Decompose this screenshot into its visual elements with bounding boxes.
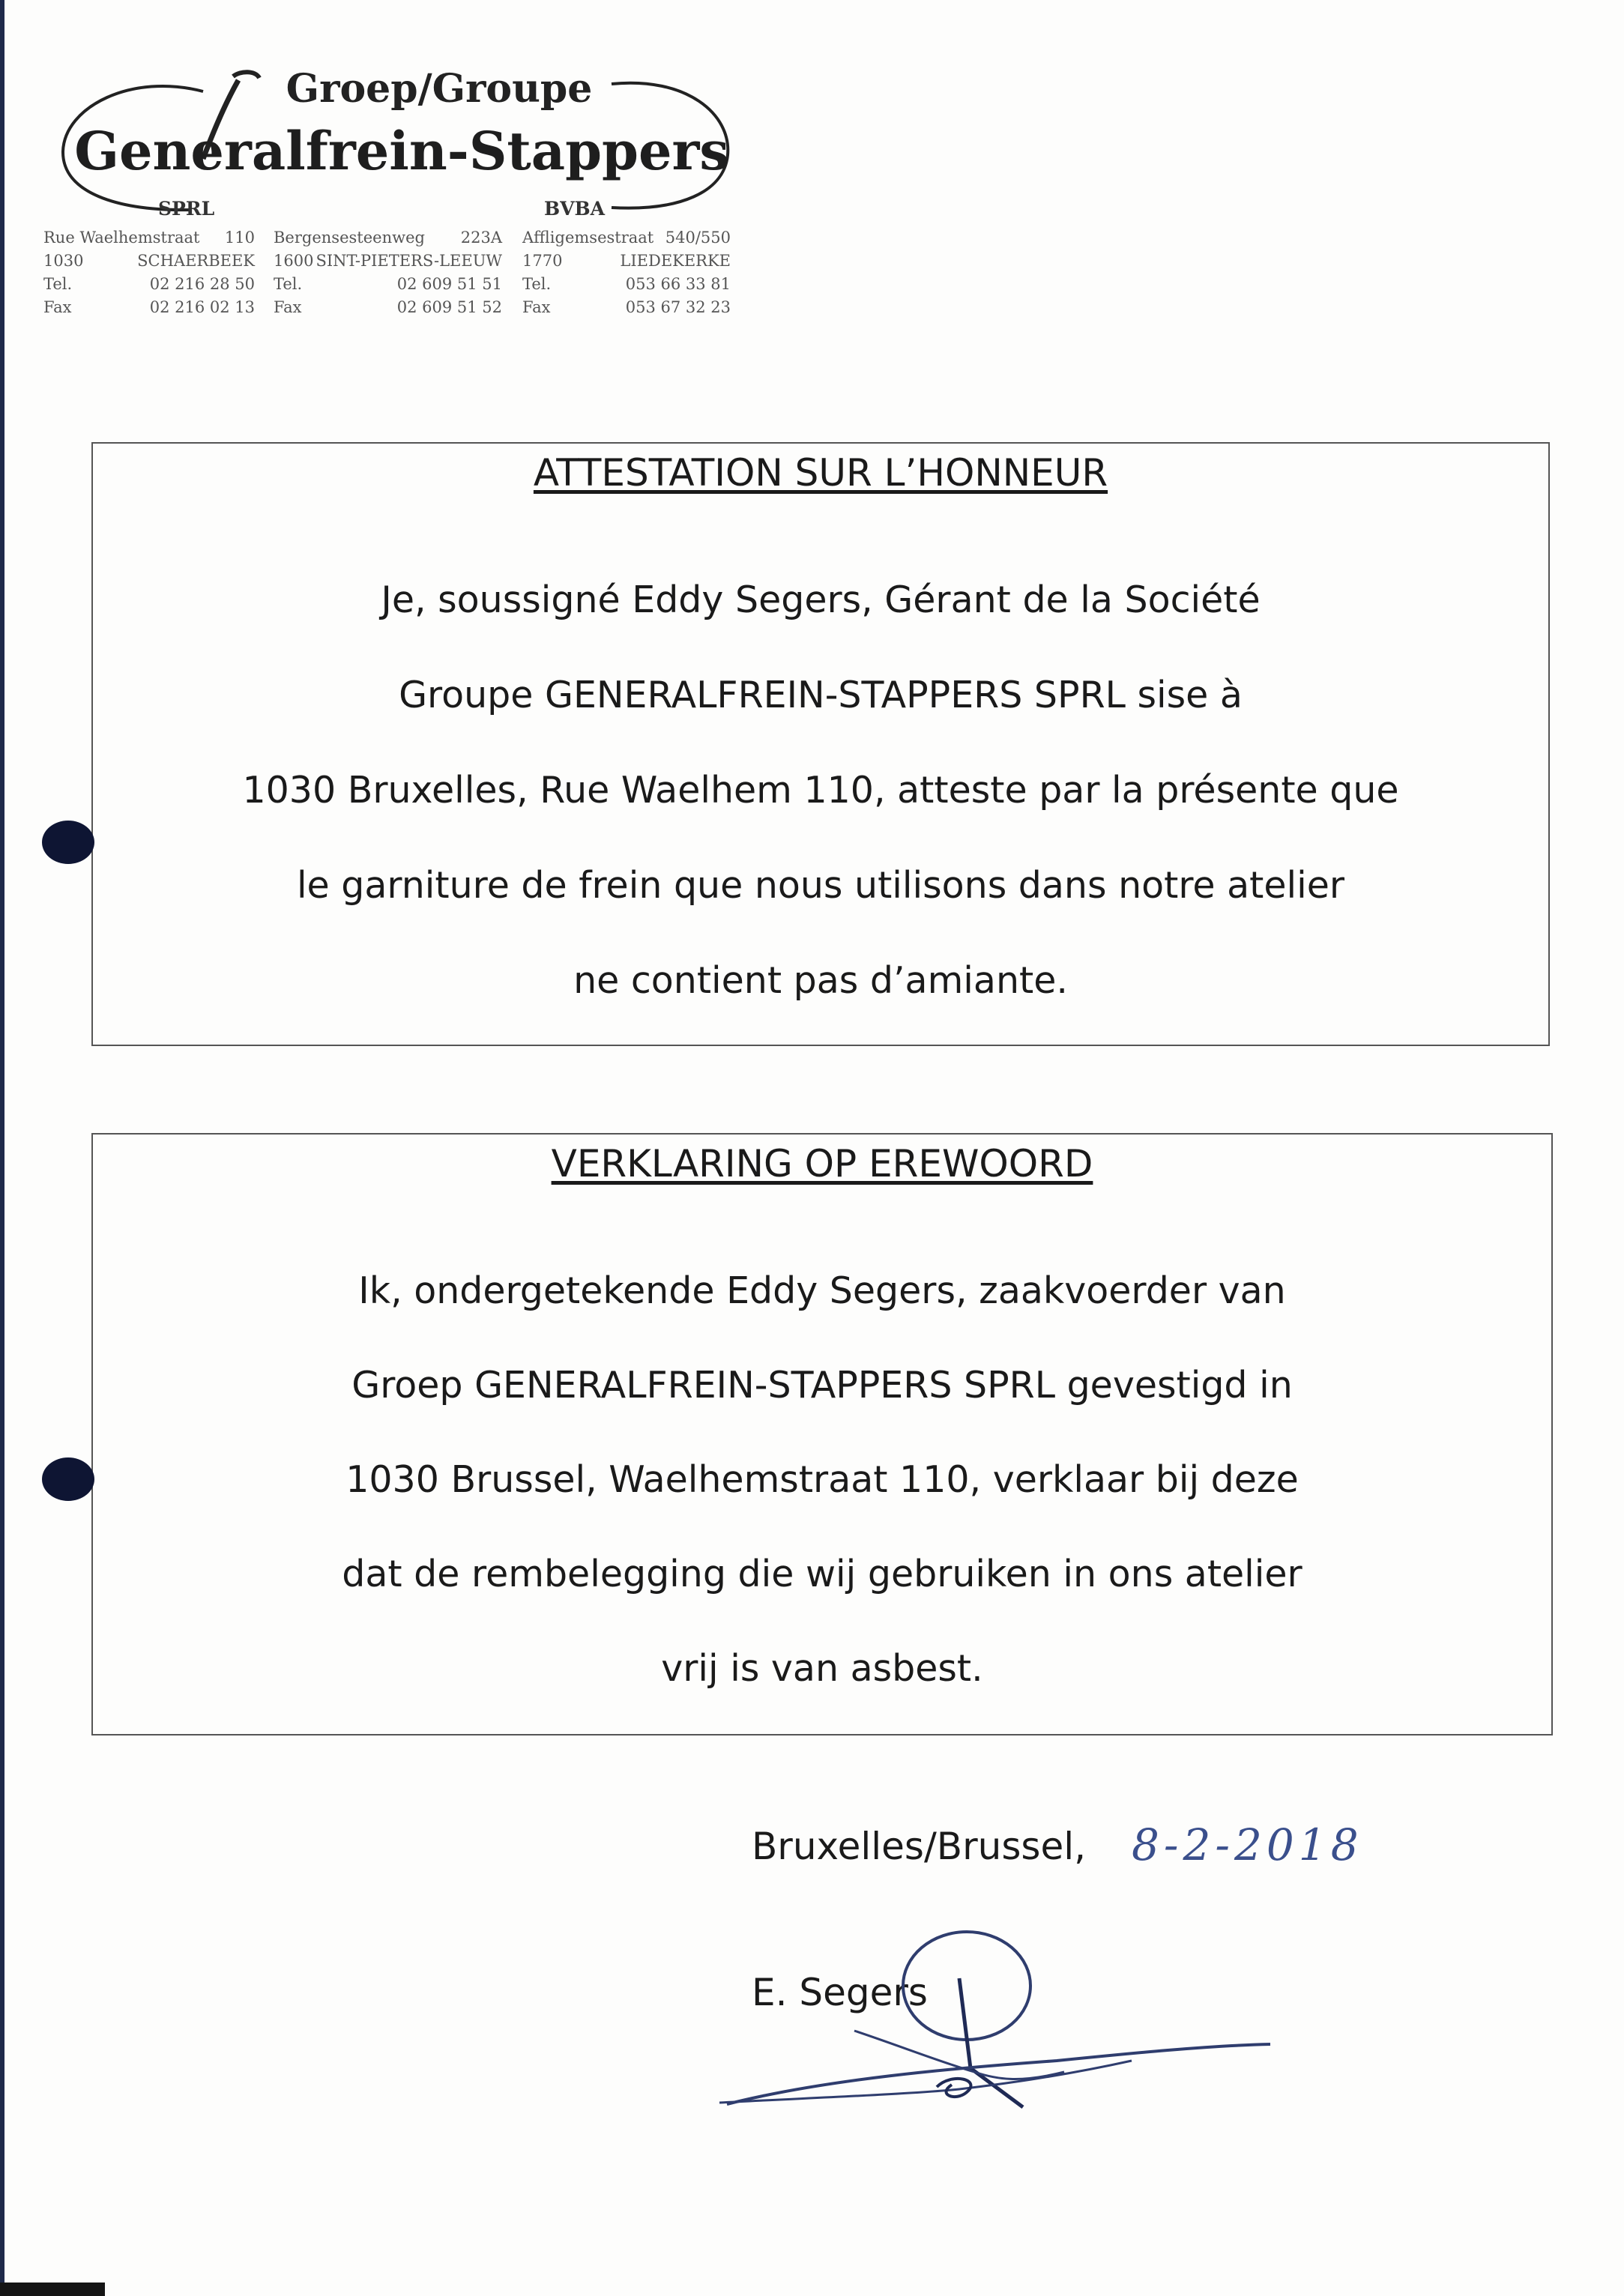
attestation-fr-line: ne contient pas d’amiante. xyxy=(573,959,1068,1002)
logo-bvba-label: BVBA xyxy=(544,198,606,220)
verklaring-nl-line: dat de rembelegging die wij gebruiken in ons atelier xyxy=(342,1553,1302,1595)
attestation-fr-box xyxy=(91,442,1550,1046)
address-tel-label: Tel. xyxy=(274,275,303,293)
address-tel: 053 66 33 81 xyxy=(625,275,731,293)
address-fax-label: Fax xyxy=(522,298,551,316)
verklaring-nl-box xyxy=(91,1133,1553,1735)
address-city: SINT-PIETERS-LEEUW xyxy=(316,252,502,270)
address-number: 223A xyxy=(460,229,502,247)
handwritten-signature xyxy=(712,1918,1282,2136)
attestation-fr-line: Je, soussigné Eddy Segers, Gérant de la Société xyxy=(381,578,1261,621)
address-column-liedekerke xyxy=(522,226,731,319)
attestation-fr-line: 1030 Bruxelles, Rue Waelhem 110, atteste par la présente que xyxy=(242,769,1399,812)
address-column-schaerbeek xyxy=(43,226,255,319)
address-number: 110 xyxy=(224,229,255,247)
attestation-fr-line: le garniture de frein que nous utilisons dans notre atelier xyxy=(296,864,1345,907)
punch-hole xyxy=(42,1457,94,1501)
signature-place: Bruxelles/Brussel, xyxy=(752,1825,1086,1868)
verklaring-nl-line: Ik, ondergetekende Eddy Segers, zaakvoerder van xyxy=(358,1269,1286,1312)
address-city: LIEDEKERKE xyxy=(620,252,731,270)
address-tel-label: Tel. xyxy=(43,275,73,293)
address-tel-label: Tel. xyxy=(522,275,552,293)
scan-edge-left xyxy=(0,0,4,2296)
verklaring-nl-line: vrij is van asbest. xyxy=(661,1647,983,1690)
address-postcode: 1600 xyxy=(274,252,314,270)
address-fax: 02 609 51 52 xyxy=(396,298,502,316)
signature-date-handwritten: 8-2-2018 xyxy=(1132,1819,1363,1870)
address-postcode: 1030 xyxy=(43,252,84,270)
address-street: Bergensesteenweg xyxy=(274,229,425,247)
logo-group-label: Groep/Groupe xyxy=(286,66,593,112)
address-fax: 053 67 32 23 xyxy=(625,298,731,316)
verklaring-nl-title: VERKLARING OP EREWOORD xyxy=(551,1142,1093,1185)
punch-hole xyxy=(42,821,94,864)
address-tel: 02 609 51 51 xyxy=(396,275,502,293)
company-logo xyxy=(42,61,739,226)
verklaring-nl-line: Groep GENERALFREIN-STAPPERS SPRL gevestigd in xyxy=(351,1364,1293,1407)
address-column-sint-pieters-leeuw xyxy=(274,226,502,319)
logo-company-name: Generalfrein-Stappers xyxy=(74,120,729,182)
attestation-fr-title: ATTESTATION SUR L’HONNEUR xyxy=(533,451,1108,495)
address-number: 540/550 xyxy=(665,229,731,247)
address-fax: 02 216 02 13 xyxy=(149,298,255,316)
logo-sprl-label: SPRL xyxy=(158,198,215,220)
address-tel: 02 216 28 50 xyxy=(149,275,255,293)
signer-name: E. Segers xyxy=(752,1971,928,2014)
address-fax-label: Fax xyxy=(274,298,302,316)
verklaring-nl-line: 1030 Brussel, Waelhemstraat 110, verklaar bij deze xyxy=(345,1458,1299,1501)
address-city: SCHAERBEEK xyxy=(137,252,255,270)
address-street: Affligemsestraat xyxy=(522,229,654,247)
address-postcode: 1770 xyxy=(522,252,563,270)
scan-edge-bottom xyxy=(0,2283,105,2296)
address-street: Rue Waelhemstraat xyxy=(43,229,200,247)
address-fax-label: Fax xyxy=(43,298,72,316)
attestation-fr-line: Groupe GENERALFREIN-STAPPERS SPRL sise à xyxy=(399,674,1243,716)
